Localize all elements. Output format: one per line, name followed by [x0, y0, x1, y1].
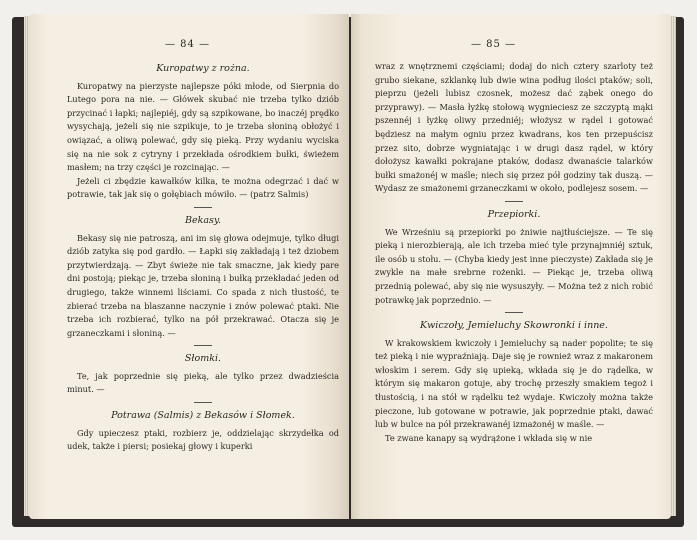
separator: [194, 402, 212, 403]
section-title-kuropatwy: Kuropatwy z rożna.: [156, 63, 250, 74]
section-title-slomki: Słomki.: [184, 353, 222, 365]
separator: [194, 207, 212, 208]
paragraph: Jeżeli ci zbędzie kawałków kilka, te można odegrzać i dać w potrawie, tak jak się o gołębiach mówiło. — (patrz Salmis): [67, 175, 339, 200]
paragraph: Te, jak poprzednie się pieką, ale tylko przez dwadzieścia minut. —: [67, 370, 339, 395]
section-title-bekasy: Bekasy.: [184, 214, 222, 226]
section-title-kwiczoly: Kwiczoły, Jemieluchy Skowronki i inne.: [420, 320, 608, 332]
paragraph: W krakowskiem kwiczoły i Jemieluchy są nader popolite; te się też pieką i nie wypraźniają. Daje się je rownież wraz z makaronem włoskim i serem. Gdy się upieką, wkłada się je do rądelka, w którym się makaron gotuje, aby trochę przeszły smakiem tegoż i tłustością, i na stół w rądelku też wydaje. Kwiczoły można także pieczone, lub gotowane w potrawie, jak poprzednie ptaki, dawać lub w bulce na pół przekrawanéj izmażonéj w maśle. —: [375, 337, 653, 430]
paragraph: Te zwane kanapy są wydrążone i wkłada się w nie: [385, 432, 593, 443]
separator: [505, 312, 523, 313]
right-page-number: — 85 —: [471, 39, 517, 50]
left-page: [29, 14, 349, 519]
paragraph: Bekasy się nie patroszą, ani im się głowa odejmuje, tylko długi dziób zatyka się pod gardło. — Łapki się zakładają i też dziobem przytwierdzają. — Zbyt świeże nie tak smaczne, jak kiedy pare dni postoją; piekąc je, trzeba słoniną i bułką przekładać jeden od drugiego, także winnemi liściami. Co spada z nich tłustość, te zbierać trzeba na blaszanne naczynie i znów polewać ptaki. Nie trzeba ich rozbierać, tylko na pół przekrawać. Otacza się je grzaneczkami i słoniną. —: [67, 232, 339, 338]
separator: [194, 345, 212, 346]
left-page-text: [67, 60, 339, 454]
left-page-number: — 84 —: [165, 39, 211, 50]
paragraph: Gdy upieczesz ptaki, rozbierz je, oddzielając skrzydełka od udek, także i piersi; posiekaj głowy i kuperki: [67, 427, 339, 452]
section-title-salmis: Potrawa (Salmis) z Bekasów i Słomek.: [111, 410, 295, 422]
separator: [505, 201, 523, 202]
paragraph: Kuropatwy na pierzyste najlepsze póki młode, od Sierpnia do Lutego pora na nie. — Główek skubać nie trzeba tylko dziób przycinać i łapki; najlepiéj, gdy są szpikowane, bo inaczéj prędko wysychają, jeżeli się nie szpikuje, to je trzeba słoniną obłożyć i owiązać, a oliwą polewać, gdy się pieką. Przy wydaniu wyciska się na nie sok z cytryny i przekłada ośrodkiem bułki, świeżem masłem; na trzy części je rozcinając. —: [67, 80, 339, 173]
right-page-text: [375, 60, 653, 445]
paragraph: We Wrześniu są przepiorki po żniwie najtłuściejsze. — Te się pieką i nierozbierają, ale ich trzeba mieć tyle przynajmniéj sztuk, ile osób u stołu. — (Chyba kiedy jest inne pieczyste) Zakłada się je zwykle na małe srebrne rożenki. — Piekąc je, trzeba oliwą przednią polewać, aby się nie wysuszyły. — Można też z nich robić potrawkę jak poprzednio. —: [375, 226, 653, 305]
section-title-przepiorki: Przepiorki.: [487, 208, 541, 220]
paragraph: wraz z wnętrznemi częściami; dodaj do nich cztery szarloty też grubo siekane, szklankę lub dwie wina podług ilości ptaków; soli, pieprzu (jeżeli lubisz czosnek, możesz dać ząbek onego do przyprawy). — Masła łyżkę stołową wygnieciesz ze szczyptą mąki pszennéj i łyżkę oliwy przedniéj; włożysz w rądel i gotować będziesz na małym ogniu przez kwadrans, kos ten przepuścisz przez sito, dobrze wygniatając i w drugi dasz rądel, w który dołożysz kawałki pokrajane ptaków, dodasz dwanaście talarków bułki smażonéj w maśle; niech się przez pół godziny tak duszą. — Wydasz ze smażonemi grzaneczkami w około, podlejesz sosem. —: [375, 61, 653, 194]
right-page: [351, 14, 671, 519]
